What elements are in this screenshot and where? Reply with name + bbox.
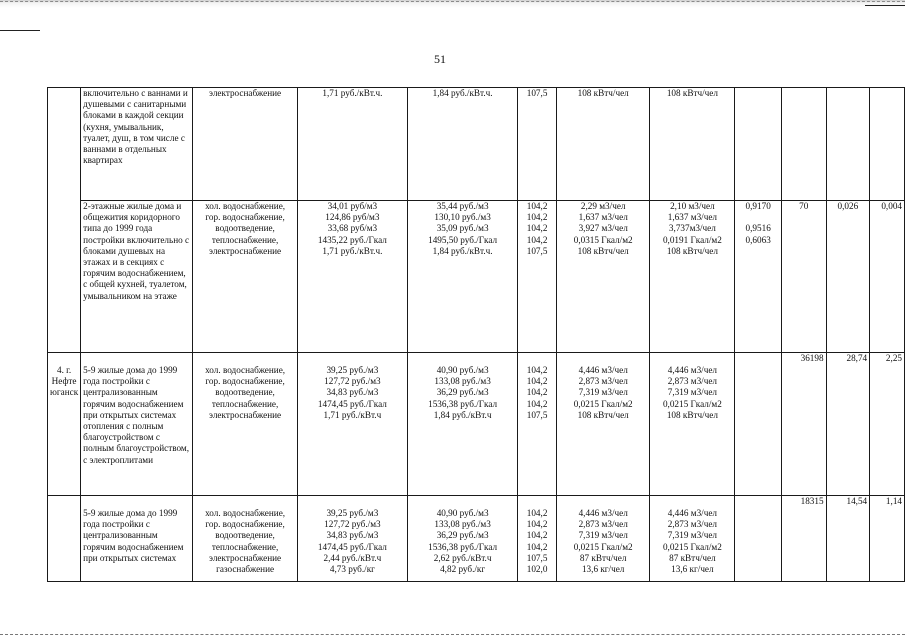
scan-bottom-edge (0, 634, 905, 636)
table-row (48, 88, 905, 201)
value-cell: 14,54 (826, 496, 870, 582)
housing-description-cell: 5-9 жилые дома до 1999 года постройки с централизованным горячим водоснабжением при открытых системах отопления с полным благоустройством с полным благоустройством, с электроплитами (81, 353, 193, 496)
value-cell: 36198 (781, 353, 826, 496)
table-row (48, 496, 905, 582)
region-cell: 4. г. Нефте юганск (48, 353, 81, 496)
norm-from-cell: 2,29 м3/чел 1,637 м3/чел 3,927 м3/чел 0,0315 Гкал/м2 108 кВтч/чел (556, 201, 650, 353)
index-cell: 104,2 104,2 104,2 104,2 107,5 (518, 201, 557, 353)
tariff-from-cell: 39,25 руб./м3 127,72 руб./м3 34,83 руб./м3 1474,45 руб./Гкал 2,44 руб./кВт.ч 4,73 руб./кг (297, 496, 407, 582)
tariff-from-cell: 39,25 руб./м3 127,72 руб./м3 34,83 руб./м3 1474,45 руб./Гкал 1,71 руб./кВт.ч (297, 353, 407, 496)
table-row (48, 201, 905, 353)
tariff-to-cell: 40,90 руб./м3 133,08 руб./м3 36,29 руб./м3 1536,38 руб./Гкал 1,84 руб./кВт.ч (408, 353, 518, 496)
tariff-from-cell: 34,01 руб/м3 124,86 руб/м3 33,68 руб/м3 1435,22 руб./Гкал 1,71 руб./кВт.ч. (297, 201, 407, 353)
index-cell: 107,5 (518, 88, 557, 201)
region-cell (48, 496, 81, 582)
services-cell: хол. водоснабжение, гор. водоснабжение, водоотведение, теплоснабжение, электроснабжение газоснабжение (193, 496, 297, 582)
scan-speck (0, 30, 40, 31)
tariff-to-cell: 35,44 руб./м3 130,10 руб./м3 35,09 руб./м3 1495,50 руб./Гкал 1,84 руб./кВт.ч. (408, 201, 518, 353)
value-cell: 2,25 (870, 353, 905, 496)
value-cell: 0,004 (870, 201, 905, 353)
value-cell: 70 (781, 201, 826, 353)
value-cell: 18315 (781, 496, 826, 582)
norm-to-cell: 4,446 м3/чел 2,873 м3/чел 7,319 м3/чел 0,0215 Гкал/м2 87 кВтч/чел 13,6 кг/чел (650, 496, 735, 582)
value-cell (781, 88, 826, 201)
tariff-to-cell: 40,90 руб./м3 133,08 руб./м3 36,29 руб./м3 1536,38 руб./Гкал 2,62 руб./кВт.ч 4,82 руб./кг (408, 496, 518, 582)
housing-description-cell: 5-9 жилые дома до 1999 года постройки с централизованным горячим водоснабжением при открытых системах (81, 496, 193, 582)
scan-top-edge (0, 1, 905, 3)
tariff-to-cell: 1,84 руб./кВт.ч. (408, 88, 518, 201)
services-cell: электроснабжение (193, 88, 297, 201)
housing-description-cell: 2-этажные жилые дома и общежития коридорного типа до 1999 года постройки включительно с блоками душевых на этажах и в секциях с горячим водоснабжением, с общей кухней, туалетом, умывальником на этаже (81, 201, 193, 353)
scan-speck (865, 5, 905, 6)
services-cell: хол. водоснабжение, гор. водоснабжение, водоотведение, теплоснабжение, электроснабжение (193, 353, 297, 496)
coefficient-cell (735, 353, 782, 496)
value-cell (826, 88, 870, 201)
coefficient-cell (735, 88, 782, 201)
region-cell (48, 201, 81, 353)
tariff-from-cell: 1,71 руб./кВт.ч. (297, 88, 407, 201)
norm-to-cell: 108 кВтч/чел (650, 88, 735, 201)
coefficient-cell: 0,9170 0,9516 0,6063 (735, 201, 782, 353)
norm-from-cell: 4,446 м3/чел 2,873 м3/чел 7,319 м3/чел 0,0215 Гкал/м2 87 кВтч/чел 13,6 кг/чел (556, 496, 650, 582)
norm-to-cell: 4,446 м3/чел 2,873 м3/чел 7,319 м3/чел 0,0215 Гкал/м2 108 кВтч/чел (650, 353, 735, 496)
region-cell (48, 88, 81, 201)
norm-to-cell: 2,10 м3/чел 1,637 м3/чел 3,737м3/чел 0,0191 Гкал/м2 108 кВтч/чел (650, 201, 735, 353)
norm-from-cell: 108 кВтч/чел (556, 88, 650, 201)
index-cell: 104,2 104,2 104,2 104,2 107,5 102,0 (518, 496, 557, 582)
index-cell: 104,2 104,2 104,2 104,2 107,5 (518, 353, 557, 496)
table-row (48, 353, 905, 496)
services-cell: хол. водоснабжение, гор. водоснабжение, водоотведение, теплоснабжение, электроснабжение (193, 201, 297, 353)
value-cell: 28,74 (826, 353, 870, 496)
tariff-table (47, 87, 905, 582)
housing-description-cell: включительно с ваннами и душевыми с санитарными блоками в каждой секции (кухня, умывальник, туалет, душ, в том числе с ваннами в отдельных квартирах (81, 88, 193, 201)
page-number: 51 (434, 52, 446, 66)
coefficient-cell (735, 496, 782, 582)
value-cell (870, 88, 905, 201)
value-cell: 1,14 (870, 496, 905, 582)
norm-from-cell: 4,446 м3/чел 2,873 м3/чел 7,319 м3/чел 0,0215 Гкал/м2 108 кВтч/чел (556, 353, 650, 496)
value-cell: 0,026 (826, 201, 870, 353)
